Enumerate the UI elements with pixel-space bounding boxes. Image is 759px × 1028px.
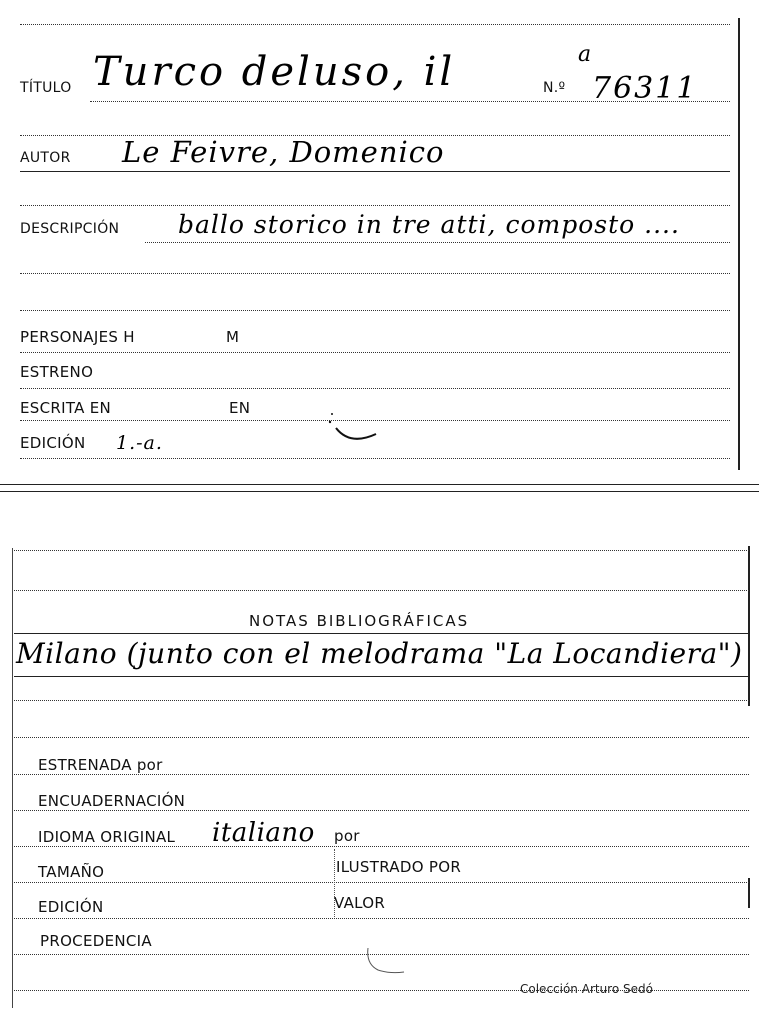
pencil-mark <box>324 412 384 448</box>
estreno-label: ESTRENO <box>20 363 94 381</box>
top-rule <box>20 24 730 25</box>
idioma-handwritten: italiano <box>212 818 315 848</box>
autor-handwritten: Le Feivre, Domenico <box>122 135 445 169</box>
notas-rule-2 <box>14 676 749 677</box>
ilustrado-label: ILUSTRADO POR <box>336 858 462 876</box>
notas-rule <box>14 633 749 634</box>
tamano-rule <box>14 882 749 883</box>
encuadernacion-label: ENCUADERNACIÓN <box>38 792 186 810</box>
notas-extra-rule <box>14 737 749 738</box>
personajes-m-label: M <box>226 328 240 346</box>
card-bottom-rule-2 <box>0 491 759 492</box>
descripcion-label: DESCRIPCIÓN <box>20 221 120 237</box>
edicion-rule <box>14 918 749 919</box>
personajes-rule <box>20 352 730 353</box>
descripcion-extra-rule <box>20 310 730 311</box>
notas-heading: NOTAS BIBLIOGRÁFICAS <box>249 612 470 630</box>
descripcion-rule <box>145 242 730 243</box>
edicion-back-label: EDICIÓN <box>38 898 104 916</box>
top-rule <box>14 550 749 551</box>
edicion-rule <box>20 458 730 459</box>
card-right-edge <box>748 546 750 706</box>
idioma-rule <box>14 846 749 847</box>
catalog-card-back <box>0 542 759 1012</box>
separator-rule <box>14 590 749 591</box>
valor-label: VALOR <box>334 894 386 912</box>
estreno-rule <box>20 388 730 389</box>
edicion-label: EDICIÓN <box>20 434 86 452</box>
edicion-handwritten: 1.-a. <box>116 432 163 454</box>
catalog-card-front <box>0 0 759 470</box>
autor-rule <box>20 171 730 172</box>
descripcion-handwritten: ballo storico in tre atti, composto .... <box>178 210 680 239</box>
personajes-label: PERSONAJES H <box>20 328 135 346</box>
escrita-label: ESCRITA EN <box>20 399 112 417</box>
card-right-edge <box>738 18 740 470</box>
notas-handwritten: Milano (junto con el melodrama "La Locandiera") <box>16 637 743 670</box>
idioma-label: IDIOMA ORIGINAL <box>38 828 176 846</box>
card-left-edge <box>12 548 13 1008</box>
pencil-mark <box>360 942 410 978</box>
numero-label: N.º <box>543 80 566 96</box>
autor-label: AUTOR <box>20 150 71 166</box>
numero-handwritten: 76311 <box>592 71 698 106</box>
idioma-por-label: por <box>334 827 360 845</box>
estrenada-rule <box>14 774 749 775</box>
estrenada-label: ESTRENADA por <box>38 756 163 774</box>
notas-extra-rule <box>14 700 749 701</box>
escrita-en-label: EN <box>229 399 251 417</box>
separator-rule <box>20 205 730 206</box>
encuadernacion-rule <box>14 810 749 811</box>
titulo-label: TÍTULO <box>20 80 72 96</box>
titulo-handwritten: Turco deluso, il <box>93 49 456 95</box>
collection-credit: Colección Arturo Sedó <box>520 982 653 996</box>
numero-superscript: a <box>578 42 593 67</box>
descripcion-extra-rule <box>20 273 730 274</box>
card-bottom-rule <box>0 484 759 485</box>
procedencia-label: PROCEDENCIA <box>40 932 152 950</box>
tamano-label: TAMAÑO <box>38 863 105 881</box>
